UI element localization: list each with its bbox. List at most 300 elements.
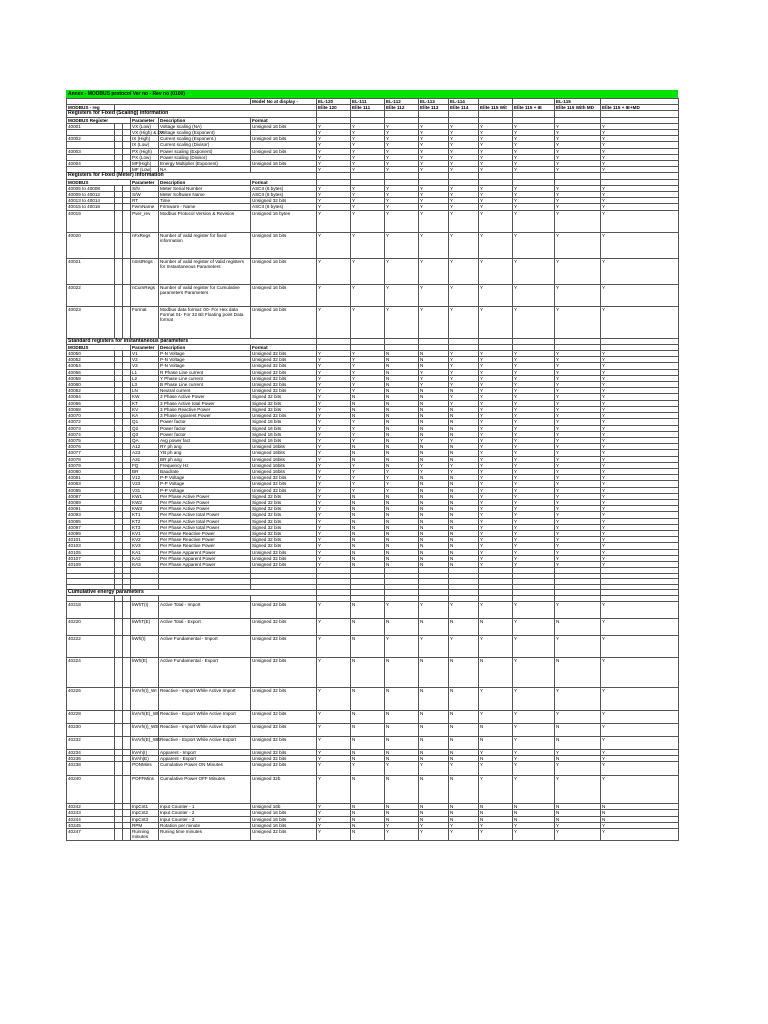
parameter-cell: MF(High) bbox=[131, 161, 159, 167]
support-flag-cell: N bbox=[385, 400, 419, 406]
parameter-cell: KT1 bbox=[131, 512, 159, 518]
support-flag-cell: Y bbox=[317, 462, 351, 468]
cell bbox=[123, 258, 131, 284]
description-cell: Meter Serial Number bbox=[159, 185, 251, 191]
support-flag-cell: N bbox=[449, 710, 479, 723]
support-flag-cell: Y bbox=[601, 382, 679, 388]
support-flag-cell: Y bbox=[555, 437, 601, 443]
support-flag-cell: Y bbox=[479, 258, 513, 284]
format-cell: Unsigned 32 bits bbox=[251, 375, 317, 381]
support-flag-cell: Y bbox=[601, 475, 679, 481]
cell bbox=[123, 210, 131, 232]
parameter-cell: KW1 bbox=[131, 493, 159, 499]
support-flag-cell: N bbox=[449, 493, 479, 499]
support-flag-cell: Y bbox=[479, 419, 513, 425]
support-flag-cell: Y bbox=[479, 512, 513, 518]
support-flag-cell: Y bbox=[513, 618, 555, 635]
register-cell: 40238 bbox=[67, 762, 115, 776]
support-flag-cell: Y bbox=[555, 481, 601, 487]
support-flag-cell: Y bbox=[555, 369, 601, 375]
register-cell: 40062 bbox=[67, 388, 115, 394]
support-flag-cell: N bbox=[449, 512, 479, 518]
support-flag-cell: N bbox=[385, 710, 419, 723]
support-flag-cell: N bbox=[513, 810, 555, 816]
support-flag-cell: Y bbox=[601, 284, 679, 306]
section-title: Registers for Fixed (Meter) information bbox=[67, 173, 317, 179]
table-row bbox=[67, 284, 679, 306]
support-flag-cell: Y bbox=[317, 804, 351, 810]
document-title-banner: Annex - MODBUS protocol Ver no - Rev no (0100) bbox=[66, 90, 678, 98]
support-flag-cell: Y bbox=[419, 130, 449, 136]
support-flag-cell: Y bbox=[419, 375, 449, 381]
format-cell: Signed 32 bits bbox=[251, 530, 317, 536]
parameter-cell: kVAh(I) bbox=[131, 749, 159, 755]
parameter-cell: VX (High) & DX bbox=[132, 130, 164, 136]
support-flag-cell: Y bbox=[555, 357, 601, 363]
register-cell: 40075 bbox=[67, 437, 115, 443]
support-flag-cell: Y bbox=[513, 363, 555, 369]
description-cell: Rotation per minute bbox=[159, 822, 251, 828]
support-flag-cell: Y bbox=[601, 487, 679, 493]
support-flag-cell: Y bbox=[419, 762, 449, 776]
support-flag-cell: Y bbox=[601, 829, 679, 840]
support-flag-cell: Y bbox=[555, 444, 601, 450]
support-flag-cell: Y bbox=[601, 161, 679, 167]
cell bbox=[123, 284, 131, 306]
support-flag-cell: Y bbox=[317, 419, 351, 425]
col-header-parameter: Parameter bbox=[131, 179, 159, 185]
support-flag-cell: Y bbox=[479, 161, 513, 167]
support-flag-cell: Y bbox=[479, 154, 513, 160]
description-cell: BR ph ang bbox=[159, 456, 251, 462]
support-flag-cell: Y bbox=[385, 161, 419, 167]
support-flag-cell: Y bbox=[317, 537, 351, 543]
col-header-format: Format bbox=[251, 117, 317, 123]
description-cell: YB ph ang bbox=[159, 450, 251, 456]
support-flag-cell: N bbox=[449, 756, 479, 762]
table-row bbox=[67, 618, 679, 635]
support-flag-cell: N bbox=[385, 369, 419, 375]
support-flag-cell: N bbox=[351, 736, 385, 749]
format-cell: Unsigned 16bits bbox=[251, 444, 317, 450]
support-flag-cell: Y bbox=[601, 657, 679, 687]
register-cell: 40243 bbox=[67, 810, 115, 816]
format-cell: Unsigned 32 bits bbox=[251, 829, 317, 840]
support-flag-cell: Y bbox=[601, 130, 679, 136]
support-flag-cell: Y bbox=[555, 142, 601, 148]
parameter-cell: KW3 bbox=[131, 506, 159, 512]
support-flag-cell: Y bbox=[555, 450, 601, 456]
support-flag-cell: Y bbox=[419, 161, 449, 167]
cell bbox=[123, 601, 131, 618]
register-cell: 40066 bbox=[67, 400, 115, 406]
support-flag-cell: Y bbox=[555, 161, 601, 167]
support-flag-cell: N bbox=[385, 437, 419, 443]
support-flag-cell: N bbox=[351, 657, 385, 687]
support-flag-cell: Y bbox=[419, 136, 449, 142]
support-flag-cell: Y bbox=[555, 363, 601, 369]
description-cell: Power factor bbox=[159, 419, 251, 425]
support-flag-cell: N bbox=[449, 475, 479, 481]
format-cell: Unsigned 32 bits bbox=[251, 635, 317, 657]
support-flag-cell: Y bbox=[513, 524, 555, 530]
register-cell: 40230 bbox=[67, 723, 115, 736]
parameter-cell: kVArh(E)_WI bbox=[131, 710, 159, 723]
support-flag-cell: N bbox=[419, 530, 449, 536]
support-flag-cell: Y bbox=[385, 142, 419, 148]
cell bbox=[115, 723, 123, 736]
format-cell: Unsigned 16 bits bbox=[251, 136, 317, 142]
support-flag-cell: N bbox=[385, 816, 419, 822]
support-flag-cell: N bbox=[419, 351, 449, 357]
support-flag-cell: N bbox=[385, 444, 419, 450]
cell bbox=[123, 829, 131, 840]
support-flag-cell: Y bbox=[513, 192, 555, 198]
cell bbox=[115, 829, 123, 840]
register-cell: 40105 bbox=[67, 549, 115, 555]
support-flag-cell: Y bbox=[385, 167, 419, 173]
format-cell: ASCII (8 bytes) bbox=[251, 192, 317, 198]
support-flag-cell: N bbox=[385, 561, 419, 567]
support-flag-cell: Y bbox=[385, 481, 419, 487]
support-flag-cell: Y bbox=[317, 524, 351, 530]
support-flag-cell: N bbox=[351, 687, 385, 710]
format-cell: Unsigned 16 bits bbox=[251, 810, 317, 816]
support-flag-cell: N bbox=[419, 687, 449, 710]
support-flag-cell: Y bbox=[449, 462, 479, 468]
format-cell: Unsigned 16 bits bbox=[251, 123, 317, 129]
register-cell: 40107 bbox=[67, 555, 115, 561]
support-flag-cell: Y bbox=[555, 204, 601, 210]
support-flag-cell: Y bbox=[601, 822, 679, 828]
support-flag-cell: Y bbox=[449, 601, 479, 618]
support-flag-cell: Y bbox=[601, 388, 679, 394]
description-cell: Meter Software Name bbox=[159, 192, 251, 198]
cell bbox=[123, 306, 131, 338]
support-flag-cell: N bbox=[601, 816, 679, 822]
support-flag-cell: Y bbox=[317, 382, 351, 388]
support-flag-cell: Y bbox=[479, 601, 513, 618]
support-flag-cell: Y bbox=[317, 161, 351, 167]
support-flag-cell: N bbox=[419, 618, 449, 635]
support-flag-cell: Y bbox=[351, 204, 385, 210]
description-cell: 3 Phase Active total Power bbox=[159, 400, 251, 406]
cell bbox=[115, 210, 123, 232]
support-flag-cell: Y bbox=[479, 185, 513, 191]
support-flag-cell: N bbox=[385, 723, 419, 736]
support-flag-cell: N bbox=[449, 561, 479, 567]
support-flag-cell: N bbox=[351, 444, 385, 450]
parameter-cell: FQ bbox=[131, 462, 159, 468]
parameter-cell: VX (Low) bbox=[131, 123, 159, 129]
format-cell: Unsigned 32b bbox=[251, 776, 317, 804]
support-flag-cell: Y bbox=[317, 518, 351, 524]
support-flag-cell: Y bbox=[317, 167, 351, 173]
support-flag-cell: Y bbox=[555, 530, 601, 536]
support-flag-cell: Y bbox=[419, 382, 449, 388]
cell bbox=[115, 710, 123, 723]
support-flag-cell: Y bbox=[419, 198, 449, 204]
format-cell: Unsigned 16 bytes bbox=[251, 210, 317, 232]
support-flag-cell: N bbox=[419, 710, 449, 723]
support-flag-cell: Y bbox=[317, 736, 351, 749]
support-flag-cell: Y bbox=[513, 154, 555, 160]
format-cell: Signed 32 bits bbox=[251, 524, 317, 530]
support-flag-cell: Y bbox=[449, 123, 479, 129]
support-flag-cell: Y bbox=[479, 425, 513, 431]
support-flag-cell: Y bbox=[351, 258, 385, 284]
support-flag-cell: N bbox=[419, 506, 449, 512]
support-flag-cell: Y bbox=[449, 284, 479, 306]
support-flag-cell: Y bbox=[351, 762, 385, 776]
description-cell: Reactive - Import While Active Export bbox=[159, 723, 251, 736]
description-cell: P-N Voltage bbox=[159, 363, 251, 369]
support-flag-cell: N bbox=[351, 456, 385, 462]
support-flag-cell: N bbox=[385, 736, 419, 749]
support-flag-cell: N bbox=[419, 810, 449, 816]
support-flag-cell: Y bbox=[317, 816, 351, 822]
support-flag-cell: Y bbox=[513, 284, 555, 306]
support-flag-cell: Y bbox=[555, 167, 601, 173]
support-flag-cell: N bbox=[419, 419, 449, 425]
support-flag-cell: Y bbox=[479, 167, 513, 173]
parameter-cell: InpCnt2 bbox=[131, 810, 159, 816]
support-flag-cell: Y bbox=[601, 555, 679, 561]
support-flag-cell: Y bbox=[555, 400, 601, 406]
support-flag-cell: N bbox=[419, 481, 449, 487]
support-flag-cell: N bbox=[449, 776, 479, 804]
support-flag-cell: Y bbox=[513, 142, 555, 148]
support-flag-cell: Y bbox=[555, 406, 601, 412]
support-flag-cell: Y bbox=[317, 822, 351, 828]
parameter-cell: V3 bbox=[131, 363, 159, 369]
parameter-cell: kWh(I) bbox=[131, 635, 159, 657]
support-flag-cell: Y bbox=[513, 555, 555, 561]
register-cell: 40234 bbox=[67, 749, 115, 755]
support-flag-cell: Y bbox=[449, 185, 479, 191]
support-flag-cell: Y bbox=[385, 192, 419, 198]
register-cell: 40222 bbox=[67, 635, 115, 657]
register-cell: 40247 bbox=[67, 829, 115, 840]
register-cell: 40078 bbox=[67, 456, 115, 462]
support-flag-cell: Y bbox=[449, 232, 479, 258]
support-flag-cell: Y bbox=[479, 499, 513, 505]
support-flag-cell: N bbox=[351, 829, 385, 840]
support-flag-cell: N bbox=[351, 524, 385, 530]
support-flag-cell: Y bbox=[601, 444, 679, 450]
support-flag-cell: N bbox=[351, 537, 385, 543]
support-flag-cell: N bbox=[555, 618, 601, 635]
support-flag-cell: Y bbox=[317, 351, 351, 357]
support-flag-cell: Y bbox=[449, 154, 479, 160]
support-flag-cell: N bbox=[449, 413, 479, 419]
support-flag-cell: Y bbox=[513, 167, 555, 173]
format-cell: Unsigned 32 bits bbox=[251, 481, 317, 487]
description-cell: Apparent - Export bbox=[159, 756, 251, 762]
description-cell: 3 Phase Active Power bbox=[159, 394, 251, 400]
register-cell: 40015 to 40018 bbox=[67, 204, 115, 210]
support-flag-cell: Y bbox=[317, 687, 351, 710]
cell bbox=[123, 635, 131, 657]
description-cell: Reactive - Import While Active Import bbox=[159, 687, 251, 710]
support-flag-cell: Y bbox=[479, 468, 513, 474]
support-flag-cell: N bbox=[385, 499, 419, 505]
support-flag-cell: Y bbox=[479, 518, 513, 524]
support-flag-cell: N bbox=[385, 524, 419, 530]
description-cell: Voltage scaling (NA) bbox=[159, 123, 251, 129]
support-flag-cell: Y bbox=[555, 425, 601, 431]
parameter-cell: S/W bbox=[131, 192, 159, 198]
support-flag-cell: Y bbox=[513, 499, 555, 505]
support-flag-cell: Y bbox=[317, 198, 351, 204]
support-flag-cell: Y bbox=[419, 185, 449, 191]
support-flag-cell: Y bbox=[449, 357, 479, 363]
support-flag-cell: Y bbox=[317, 431, 351, 437]
support-flag-cell: Y bbox=[555, 192, 601, 198]
cell bbox=[115, 284, 123, 306]
format-cell: Unsigned 16 bits bbox=[251, 816, 317, 822]
support-flag-cell: Y bbox=[479, 829, 513, 840]
support-flag-cell: Y bbox=[601, 462, 679, 468]
format-cell: Unsigned 32 bits bbox=[251, 618, 317, 635]
support-flag-cell: Y bbox=[317, 400, 351, 406]
model-name-cell: Elite 114 bbox=[449, 105, 479, 111]
format-cell: Unsigned 32 bits bbox=[251, 561, 317, 567]
support-flag-cell: Y bbox=[351, 382, 385, 388]
model-name-cell: Elite 112 bbox=[385, 105, 419, 111]
support-flag-cell: Y bbox=[555, 284, 601, 306]
register-cell: 40245 bbox=[67, 822, 115, 828]
description-cell: Per Phase Apparent Power bbox=[159, 561, 251, 567]
register-cell: 40103 bbox=[67, 543, 115, 549]
support-flag-cell: N bbox=[419, 723, 449, 736]
support-flag-cell: Y bbox=[317, 363, 351, 369]
support-flag-cell: N bbox=[419, 363, 449, 369]
model-name-cell: Elite 111 bbox=[351, 105, 385, 111]
table-row bbox=[67, 258, 679, 284]
support-flag-cell: Y bbox=[601, 351, 679, 357]
support-flag-cell: Y bbox=[385, 487, 419, 493]
format-cell: Unsigned 32 bits bbox=[251, 382, 317, 388]
parameter-cell: LN bbox=[131, 388, 159, 394]
parameter-cell: V12 bbox=[131, 475, 159, 481]
support-flag-cell: Y bbox=[601, 198, 679, 204]
support-flag-cell: Y bbox=[385, 123, 419, 129]
table-row bbox=[67, 601, 679, 618]
description-cell: Modbus Protocol Version & Revision bbox=[159, 210, 251, 232]
parameter-cell: Running minutes bbox=[131, 829, 159, 840]
support-flag-cell: Y bbox=[555, 776, 601, 804]
register-cell: 40003 bbox=[67, 148, 115, 154]
support-flag-cell: N bbox=[449, 406, 479, 412]
description-cell: Number of valid register for Cumulative parameters Parameters bbox=[159, 284, 251, 306]
support-flag-cell: Y bbox=[479, 413, 513, 419]
support-flag-cell: Y bbox=[351, 468, 385, 474]
register-cell: 40101 bbox=[67, 537, 115, 543]
col-header-parameter: Parameter bbox=[131, 117, 159, 123]
support-flag-cell: Y bbox=[601, 736, 679, 749]
support-flag-cell: Y bbox=[351, 363, 385, 369]
support-flag-cell: Y bbox=[555, 524, 601, 530]
format-cell: Unsigned 32 bits bbox=[251, 475, 317, 481]
support-flag-cell: Y bbox=[513, 736, 555, 749]
support-flag-cell: Y bbox=[555, 185, 601, 191]
support-flag-cell: N bbox=[419, 555, 449, 561]
support-flag-cell: Y bbox=[601, 413, 679, 419]
support-flag-cell: Y bbox=[317, 444, 351, 450]
support-flag-cell: N bbox=[385, 493, 419, 499]
support-flag-cell: Y bbox=[317, 375, 351, 381]
support-flag-cell: Y bbox=[449, 258, 479, 284]
support-flag-cell: N bbox=[419, 406, 449, 412]
support-flag-cell: Y bbox=[419, 192, 449, 198]
register-cell: 40077 bbox=[67, 450, 115, 456]
support-flag-cell: Y bbox=[479, 537, 513, 543]
support-flag-cell: Y bbox=[601, 192, 679, 198]
description-cell: P-P Voltage bbox=[159, 487, 251, 493]
parameter-cell: RPM bbox=[131, 822, 159, 828]
support-flag-cell: Y bbox=[513, 601, 555, 618]
description-cell: Power scaling (Divisor) bbox=[159, 154, 251, 160]
cell bbox=[115, 618, 123, 635]
support-flag-cell: Y bbox=[317, 148, 351, 154]
support-flag-cell: Y bbox=[351, 351, 385, 357]
support-flag-cell: Y bbox=[351, 487, 385, 493]
support-flag-cell: Y bbox=[513, 357, 555, 363]
support-flag-cell: Y bbox=[555, 561, 601, 567]
support-flag-cell: Y bbox=[449, 382, 479, 388]
support-flag-cell: Y bbox=[601, 419, 679, 425]
support-flag-cell: Y bbox=[513, 258, 555, 284]
support-flag-cell: Y bbox=[449, 363, 479, 369]
support-flag-cell: Y bbox=[555, 543, 601, 549]
support-flag-cell: Y bbox=[317, 388, 351, 394]
support-flag-cell: Y bbox=[555, 413, 601, 419]
support-flag-cell: Y bbox=[513, 635, 555, 657]
support-flag-cell: Y bbox=[601, 512, 679, 518]
model-code-cell: EL-114 bbox=[449, 99, 479, 105]
support-flag-cell: Y bbox=[449, 148, 479, 154]
support-flag-cell: N bbox=[385, 382, 419, 388]
support-flag-cell: Y bbox=[449, 437, 479, 443]
support-flag-cell: Y bbox=[449, 161, 479, 167]
description-cell: Per Phase Reactive Power bbox=[159, 537, 251, 543]
support-flag-cell: Y bbox=[479, 394, 513, 400]
support-flag-cell: Y bbox=[351, 431, 385, 437]
parameter-cell: nCumRegs bbox=[131, 284, 159, 306]
support-flag-cell: Y bbox=[479, 450, 513, 456]
support-flag-cell: N bbox=[419, 512, 449, 518]
support-flag-cell: Y bbox=[479, 487, 513, 493]
support-flag-cell: Y bbox=[317, 601, 351, 618]
support-flag-cell: Y bbox=[601, 549, 679, 555]
support-flag-cell: Y bbox=[555, 687, 601, 710]
register-cell: 40085 bbox=[67, 487, 115, 493]
support-flag-cell: N bbox=[351, 518, 385, 524]
parameter-cell: V23 bbox=[131, 481, 159, 487]
support-flag-cell: Y bbox=[513, 130, 555, 136]
support-flag-cell: N bbox=[449, 425, 479, 431]
support-flag-cell: Y bbox=[513, 369, 555, 375]
support-flag-cell: N bbox=[449, 419, 479, 425]
support-flag-cell: Y bbox=[479, 437, 513, 443]
cell bbox=[115, 258, 123, 284]
support-flag-cell: N bbox=[385, 776, 419, 804]
description-cell: Runing time minutes bbox=[159, 829, 251, 840]
support-flag-cell: N bbox=[385, 804, 419, 810]
support-flag-cell: Y bbox=[385, 204, 419, 210]
description-cell: Active Total - Import bbox=[159, 601, 251, 618]
